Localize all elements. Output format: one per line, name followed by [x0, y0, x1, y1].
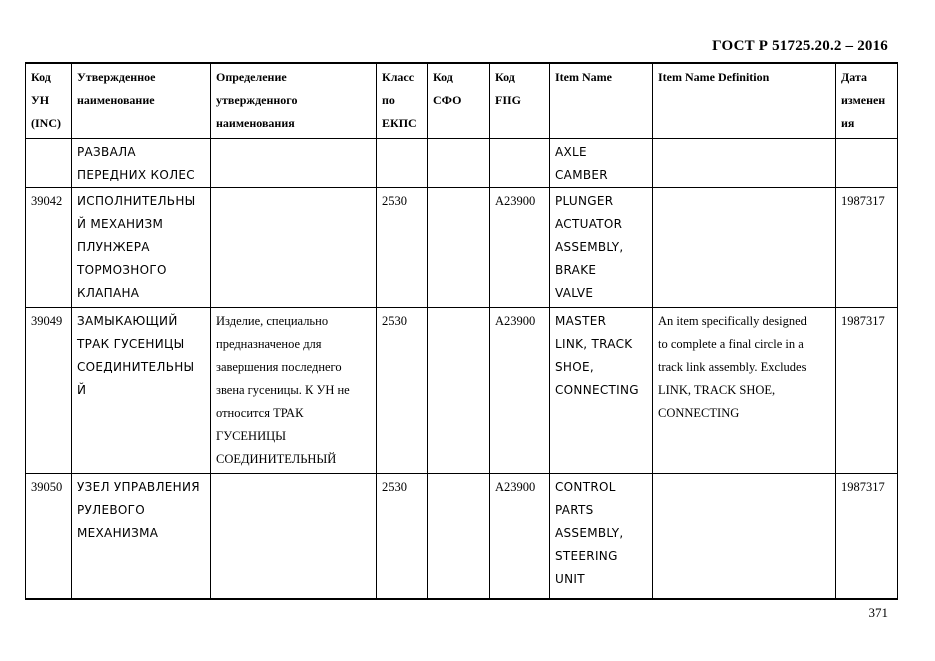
cell-class	[377, 138, 428, 187]
table-row	[26, 307, 898, 473]
table-header-row	[26, 63, 898, 138]
registry-table	[25, 62, 898, 600]
cell-definition	[211, 473, 377, 599]
column-header-item-definition: Item Name Definition	[653, 63, 836, 138]
cell-sfo	[428, 187, 490, 307]
cell-sfo	[428, 138, 490, 187]
column-header-code: Код УН (INC)	[26, 63, 72, 138]
cell-code: 39042	[26, 187, 72, 307]
cell-item-definition: An item specifically designed to complete a final circle in a track link assembly. Excludes LINK, TRACK SHOE, CONNECTING	[653, 307, 836, 473]
cell-code: 39050	[26, 473, 72, 599]
table-row	[26, 187, 898, 307]
cell-sfo	[428, 473, 490, 599]
cell-item-name: CONTROL PARTS ASSEMBLY, STEERING UNIT	[550, 473, 653, 599]
column-header-sfo: Код СФО	[428, 63, 490, 138]
cell-name: УЗЕЛ УПРАВЛЕНИЯ РУЛЕВОГО МЕХАНИЗМА	[72, 473, 211, 599]
cell-fiig: A23900	[490, 307, 550, 473]
cell-date: 1987317	[836, 187, 898, 307]
column-header-name: Утвержденное наименование	[72, 63, 211, 138]
cell-date	[836, 138, 898, 187]
cell-item-name: PLUNGER ACTUATOR ASSEMBLY, BRAKE VALVE	[550, 187, 653, 307]
column-header-definition: Определение утвержденного наименования	[211, 63, 377, 138]
column-header-date: Дата изменен ия	[836, 63, 898, 138]
cell-name: ИСПОЛНИТЕЛЬНЫ Й МЕХАНИЗМ ПЛУНЖЕРА ТОРМОЗНОГО КЛАПАНА	[72, 187, 211, 307]
cell-fiig	[490, 138, 550, 187]
cell-class: 2530	[377, 473, 428, 599]
cell-item-definition	[653, 473, 836, 599]
cell-date: 1987317	[836, 473, 898, 599]
column-header-class: Класс по ЕКПС	[377, 63, 428, 138]
column-header-item-name: Item Name	[550, 63, 653, 138]
cell-item-definition	[653, 138, 836, 187]
column-header-fiig: Код FIIG	[490, 63, 550, 138]
cell-item-name: AXLE CAMBER	[550, 138, 653, 187]
cell-date: 1987317	[836, 307, 898, 473]
table-row	[26, 473, 898, 599]
cell-item-definition	[653, 187, 836, 307]
cell-definition	[211, 187, 377, 307]
cell-name: РАЗВАЛА ПЕРЕДНИХ КОЛЕС	[72, 138, 211, 187]
cell-name: ЗАМЫКАЮЩИЙ ТРАК ГУСЕНИЦЫ СОЕДИНИТЕЛЬНЫ Й	[72, 307, 211, 473]
cell-code: 39049	[26, 307, 72, 473]
cell-class: 2530	[377, 307, 428, 473]
table-row	[26, 138, 898, 187]
cell-code	[26, 138, 72, 187]
cell-fiig: A23900	[490, 473, 550, 599]
document-title: ГОСТ Р 51725.20.2 – 2016	[712, 38, 888, 54]
cell-fiig: A23900	[490, 187, 550, 307]
page-number: 371	[868, 605, 888, 620]
cell-item-name: MASTER LINK, TRACK SHOE, CONNECTING	[550, 307, 653, 473]
cell-class: 2530	[377, 187, 428, 307]
cell-definition	[211, 138, 377, 187]
cell-sfo	[428, 307, 490, 473]
cell-definition: Изделие, специально предназначеное для завершения последнего звена гусеницы. К УН не относится ТРАК ГУСЕНИЦЫ СОЕДИНИТЕЛЬНЫЙ	[211, 307, 377, 473]
